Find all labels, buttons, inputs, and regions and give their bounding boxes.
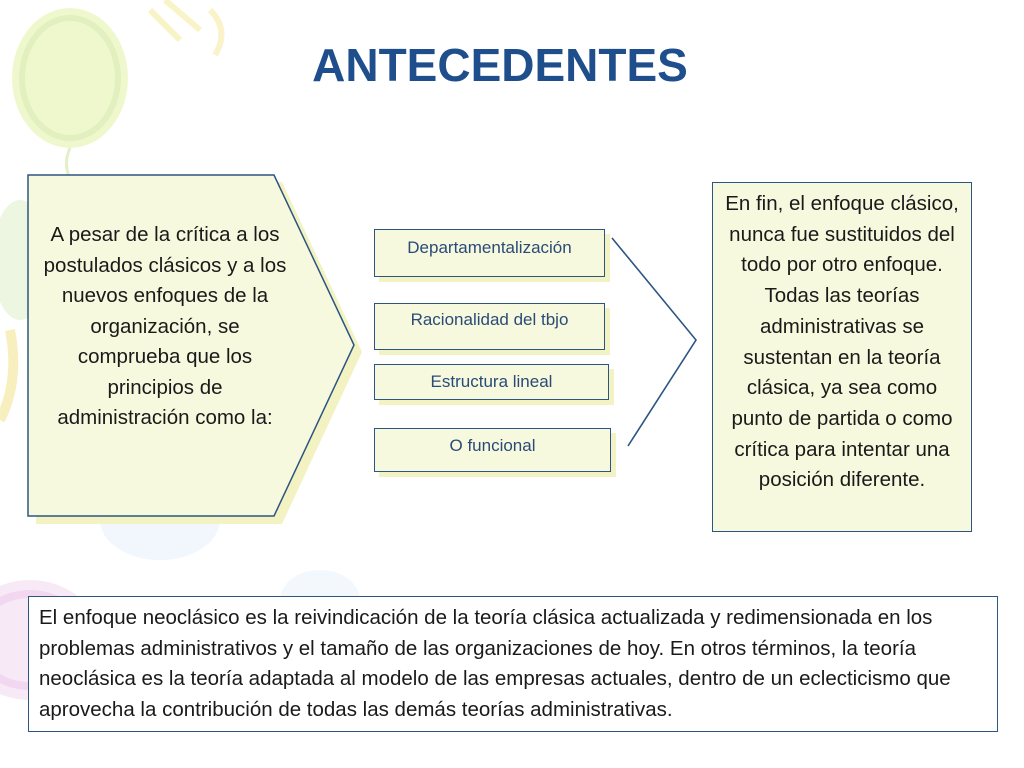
- conclusion-text: En fin, el enfoque clásico, nunca fue sustituidos del todo por otro enfoque. Todas las teorías administrativas se sustentan en la teoría clásica, ya sea como punto de partida o como crítica para intentar una posición diferente.: [725, 192, 959, 492]
- conclusion-box: [712, 182, 972, 532]
- principle-label: O funcional: [449, 436, 536, 455]
- principle-box-funcional: [374, 428, 611, 472]
- left-shape-text: A pesar de la crítica a los postulados clásicos y a los nuevos enfoques de la organización, se comprueba que los principios de administración como la:: [43, 223, 287, 429]
- connector-arrow: [612, 238, 696, 446]
- principle-box-departamentalizacion: [374, 229, 605, 277]
- neoclassic-box: [28, 596, 998, 732]
- principle-label: Racionalidad del tbjo: [410, 310, 569, 329]
- principle-label: Estructura lineal: [430, 372, 553, 391]
- principle-label: Departamentalización: [407, 238, 572, 257]
- principle-box-racionalidad: [374, 303, 605, 350]
- neoclassic-text: El enfoque neoclásico es la reivindicación de la teoría clásica actualizada y redimensionada en los problemas administrativos y el tamaño de las organizaciones de hoy. En otros términos, la teoría neoclásica es la teoría adaptada al modelo de las empresas actuales, dentro de un eclecticismo que aprovecha la contribución de todas las demás teorías administrativas.: [39, 606, 951, 722]
- principle-box-estructura-lineal: [374, 364, 609, 400]
- page-title: ANTECEDENTES: [312, 39, 688, 91]
